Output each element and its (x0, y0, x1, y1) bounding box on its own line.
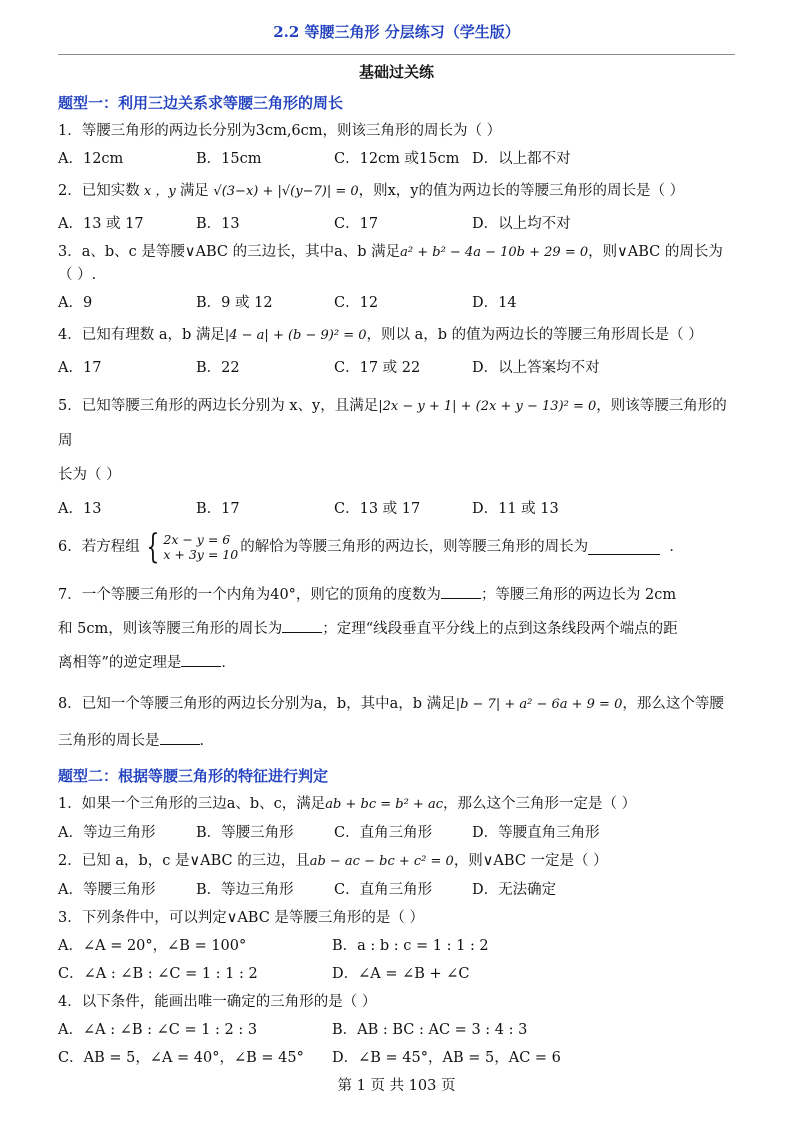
option-b: B．17 (196, 501, 240, 517)
option-a: A．∠A = 20°，∠B = 100° (58, 938, 247, 954)
equation-system: { 2x − y = 6 x + 3y = 10 (146, 527, 239, 567)
question-2-1: 1．如果一个三角形的三边a、b、c，满足ab + bc = b² + ac，那么这个三角形一定是（ ） (58, 796, 637, 812)
option-d: D．无法确定 (472, 882, 557, 898)
options-2-4b (58, 1047, 735, 1069)
answer-blank (282, 618, 322, 633)
option-b: B．等腰三角形 (196, 825, 294, 841)
options-2-2 (58, 879, 735, 901)
question-1-3: 3．a、b、c 是等腰∨ABC 的三边长，其中a、b 满足a² + b² − 4a − 10b + 29 = 0，则∨ABC 的周长为（ ）. (58, 244, 723, 283)
question-1-6: 6．若方程组 { 2x − y = 6 x + 3y = 10 的解恰为等腰三角形的两边长，则等腰三角形的周长为 ． (58, 527, 684, 567)
options-1-4 (58, 357, 735, 379)
page-number: 第 1 页 共 103 页 (337, 1078, 456, 1094)
equation: |2x − y + 1| + (2x + y − 13)² = 0 (378, 399, 597, 414)
question-1-5: 5．已知等腰三角形的两边长分别为 x、y，且满足|2x − y + 1| + (2x + y − 13)² = 0，则该等腰三角形的周 长为（ ） (58, 398, 727, 483)
options-2-4 (58, 1019, 735, 1041)
option-d: D．∠B = 45°，AB = 5，AC = 6 (332, 1050, 561, 1066)
answer-blank (160, 730, 200, 745)
option-d: D．以上答案均不对 (472, 360, 600, 376)
question-2-3: 3．下列条件中，可以判定∨ABC 是等腰三角形的是（ ） (58, 910, 425, 926)
option-a: A．9 (58, 295, 93, 311)
option-c: C．12cm 或15cm (334, 151, 460, 167)
option-b: B．AB : BC : AC = 3 : 4 : 3 (332, 1022, 528, 1038)
question-2-4: 4．以下条件，能画出唯一确定的三角形的是（ ） (58, 994, 377, 1010)
question-1-1: 1．等腰三角形的两边长分别为3cm,6cm，则该三角形的周长为（ ） (58, 123, 502, 139)
option-d: D．11 或 13 (472, 501, 559, 517)
option-a: A．17 (58, 360, 102, 376)
options-1-1 (58, 148, 735, 170)
option-b: B．22 (196, 360, 240, 376)
subtitle: 基础过关练 (358, 63, 434, 81)
options-1-3 (58, 292, 735, 314)
option-b: B．15cm (196, 151, 262, 167)
equation: √(3−x) + |√(y−7)| = 0 (213, 184, 359, 199)
answer-blank (441, 584, 481, 599)
options-1-2 (58, 213, 735, 235)
option-a: A．12cm (58, 151, 124, 167)
answer-blank (588, 540, 660, 555)
answer-blank (181, 652, 221, 667)
option-a: A．13 或 17 (58, 216, 144, 232)
document-title: 2.2 等腰三角形 分层练习（学生版） (273, 23, 520, 41)
option-b: B．等边三角形 (196, 882, 294, 898)
question-1-4: 4．已知有理数 a，b 满足|4 − a| + (b − 9)² = 0，则以 a，b 的值为两边长的等腰三角形周长是（ ） (58, 327, 703, 343)
document-body (58, 62, 735, 1069)
section-title-1: 题型一：利用三边关系求等腰三角形的周长 (58, 94, 344, 112)
option-d: D．∠A = ∠B + ∠C (332, 966, 470, 982)
option-d: D．以上均不对 (472, 216, 571, 232)
equation: a² + b² − 4a − 10b + 29 = 0 (400, 245, 589, 260)
option-c: C．12 (334, 295, 379, 311)
option-b: B．13 (196, 216, 240, 232)
option-c: C．直角三角形 (334, 882, 433, 898)
page-footer (0, 1074, 793, 1095)
section-title-2: 题型二：根据等腰三角形的特征进行判定 (58, 767, 329, 785)
option-c: C．17 或 22 (334, 360, 421, 376)
option-d: D．以上都不对 (472, 151, 571, 167)
options-1-5 (58, 498, 735, 520)
question-1-7: 7．一个等腰三角形的一个内角为40°，则它的顶角的度数为 ；等腰三角形的两边长为 2cm 和 5cm，则该等腰三角形的周长为 ；定理“线段垂直平分线上的点到这条线段两个端点的距 离相等”的逆定理是 ． (58, 578, 735, 680)
option-b: B．a : b : c = 1 : 1 : 2 (332, 938, 489, 954)
page-header (58, 20, 735, 55)
options-2-3b (58, 963, 735, 985)
option-c: C．AB = 5，∠A = 40°，∠B = 45° (58, 1050, 304, 1066)
equation: ab + bc = b² + ac (325, 797, 443, 812)
option-c: C．直角三角形 (334, 825, 433, 841)
option-a: A．∠A : ∠B : ∠C = 1 : 2 : 3 (58, 1022, 258, 1038)
option-d: D．14 (472, 295, 517, 311)
option-d: D．等腰直角三角形 (472, 825, 600, 841)
options-2-3 (58, 935, 735, 957)
equation: ab − ac − bc + c² = 0 (309, 854, 454, 869)
option-c: C．∠A : ∠B : ∠C = 1 : 1 : 2 (58, 966, 258, 982)
equation: |4 − a| + (b − 9)² = 0 (224, 328, 367, 343)
option-c: C．17 (334, 216, 379, 232)
options-2-1 (58, 822, 735, 844)
question-1-2: 2．已知实数 x ，y 满足 √(3−x) + |√(y−7)| = 0，则x，y的值为两边长的等腰三角形的周长是（ ） (58, 183, 685, 199)
question-2-2: 2．已知 a，b，c 是∨ABC 的三边，且ab − ac − bc + c² = 0，则∨ABC 一定是（ ） (58, 853, 608, 869)
option-a: A．等边三角形 (58, 825, 156, 841)
equation: |b − 7| + a² − 6a + 9 = 0 (455, 697, 623, 712)
option-a: A．13 (58, 501, 102, 517)
question-1-8: 8．已知一个等腰三角形的两边长分别为a，b，其中a，b 满足|b − 7| + a² − 6a + 9 = 0，那么这个等腰 三角形的周长是 ． (58, 696, 724, 749)
option-a: A．等腰三角形 (58, 882, 156, 898)
option-c: C．13 或 17 (334, 501, 421, 517)
option-b: B．9 或 12 (196, 295, 273, 311)
